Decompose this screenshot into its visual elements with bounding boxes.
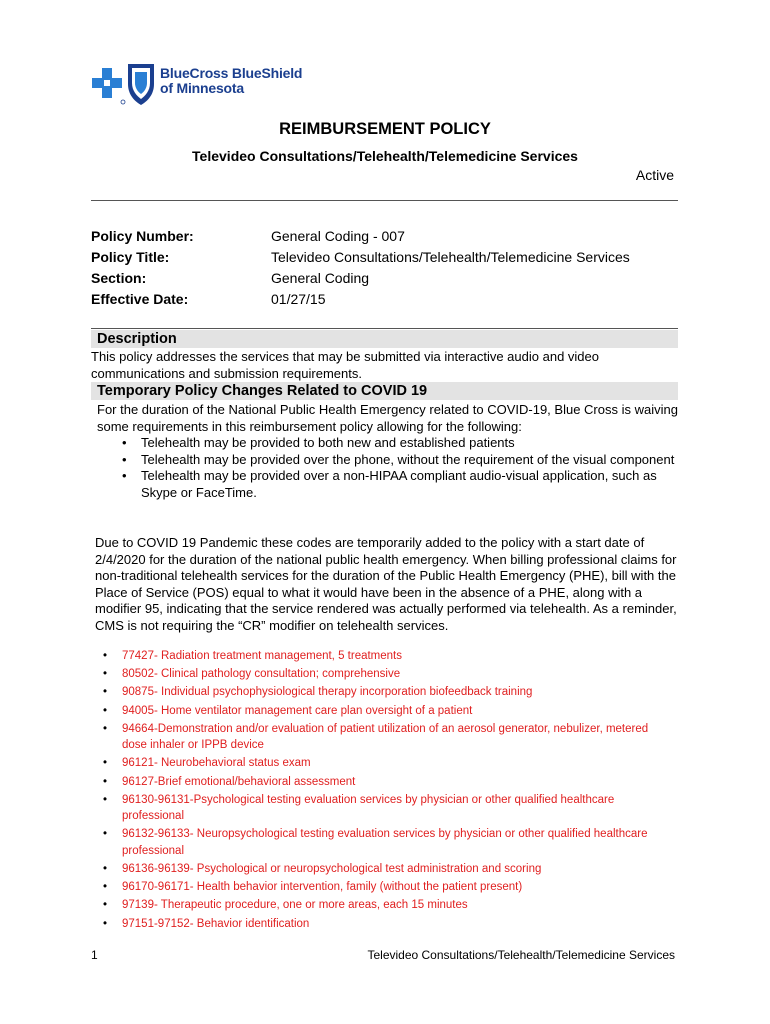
list-item: • Telehealth may be provided over the phone, without the requirement of the visual component — [119, 452, 679, 469]
list-item: • 96127-Brief emotional/behavioral assessment — [100, 774, 670, 790]
logo-line-1: BlueCross BlueShield — [160, 65, 303, 81]
header-divider — [91, 200, 678, 201]
policy-status: Active — [635, 167, 674, 183]
list-item: • Telehealth may be provided to both new and established patients — [119, 435, 679, 452]
list-item: • 97139- Therapeutic procedure, one or more areas, each 15 minutes — [100, 897, 670, 913]
meta-label: Policy Title: — [91, 249, 170, 265]
meta-row-policy-number — [91, 226, 630, 247]
covid-intro: For the duration of the National Public Health Emergency related to COVID-19, Blue Cross is waiving some requirements in this reimbursement policy allowing for the following: — [97, 402, 678, 434]
meta-row-effective-date — [91, 289, 630, 310]
description-text: This policy addresses the services that may be submitted via interactive audio and video communications and submission requirements. — [91, 349, 599, 381]
list-item: • 77427- Radiation treatment management, 5 treatments — [100, 648, 670, 664]
list-item: • 96136-96139- Psychological or neuropsychological test administration and scoring — [100, 861, 670, 877]
description-heading: Description — [91, 330, 678, 348]
meta-value: General Coding — [271, 270, 370, 286]
meta-label: Effective Date: — [91, 291, 189, 307]
document-subtitle: Televideo Consultations/Telehealth/Telemedicine Services — [192, 148, 578, 164]
covid-heading: Temporary Policy Changes Related to COVID 19 — [91, 382, 678, 400]
footer-title: Televideo Consultations/Telehealth/Telemedicine Services — [367, 948, 675, 962]
policy-meta — [91, 226, 630, 310]
bcbs-logo-icon — [92, 60, 158, 108]
procedure-code-list — [100, 648, 670, 934]
list-item: • 94664-Demonstration and/or evaluation of patient utilization of an aerosol generator, nebulizer, metered dose inhaler or IPPB device — [100, 721, 670, 754]
list-item: • 80502- Clinical pathology consultation; comprehensive — [100, 666, 670, 682]
meta-row-section — [91, 268, 630, 289]
list-item: • 96130-96131-Psychological testing evaluation services by physician or other qualified healthcare professional — [100, 792, 670, 825]
covid-paragraph: Due to COVID 19 Pandemic these codes are temporarily added to the policy with a start date of 2/4/2020 for the duration of the national public health emergency. When billing professional claims for non-traditional telehealth services for the duration of the Public Health Emergency (PHE), bill with the Place of Service (POS) equal to what it would have been in the absence of a PHE, along with a modifier 95, indicating that the service rendered was actually performed via telehealth. As a reminder, CMS is not requiring the “CR” modifier on telehealth services. — [95, 535, 677, 633]
list-item: • 90875- Individual psychophysiological therapy incorporation biofeedback training — [100, 684, 670, 700]
document-title: REIMBURSEMENT POLICY — [279, 120, 491, 138]
meta-row-policy-title — [91, 247, 630, 268]
list-item: • 97151-97152- Behavior identification — [100, 916, 670, 932]
logo-line-2: of Minnesota — [160, 80, 244, 96]
page-number: 1 — [91, 948, 98, 962]
list-item: • 96121- Neurobehavioral status exam — [100, 755, 670, 771]
list-item: • 96170-96171- Health behavior intervention, family (without the patient present) — [100, 879, 670, 895]
list-item: • 96132-96133- Neuropsychological testing evaluation services by physician or other qualified healthcare professional — [100, 826, 670, 859]
meta-divider — [91, 328, 678, 329]
covid-bullet-list — [119, 435, 679, 501]
meta-label: Policy Number: — [91, 228, 194, 244]
meta-value: 01/27/15 — [271, 291, 326, 307]
list-item: • 94005- Home ventilator management care plan oversight of a patient — [100, 703, 670, 719]
meta-value: General Coding - 007 — [271, 228, 405, 244]
list-item: • Telehealth may be provided over a non-HIPAA compliant audio-visual application, such as Skype or FaceTime. — [119, 468, 679, 501]
meta-value: Televideo Consultations/Telehealth/Telemedicine Services — [271, 249, 630, 265]
meta-label: Section: — [91, 270, 147, 286]
company-logo — [92, 60, 302, 108]
logo-wordmark — [160, 66, 302, 96]
